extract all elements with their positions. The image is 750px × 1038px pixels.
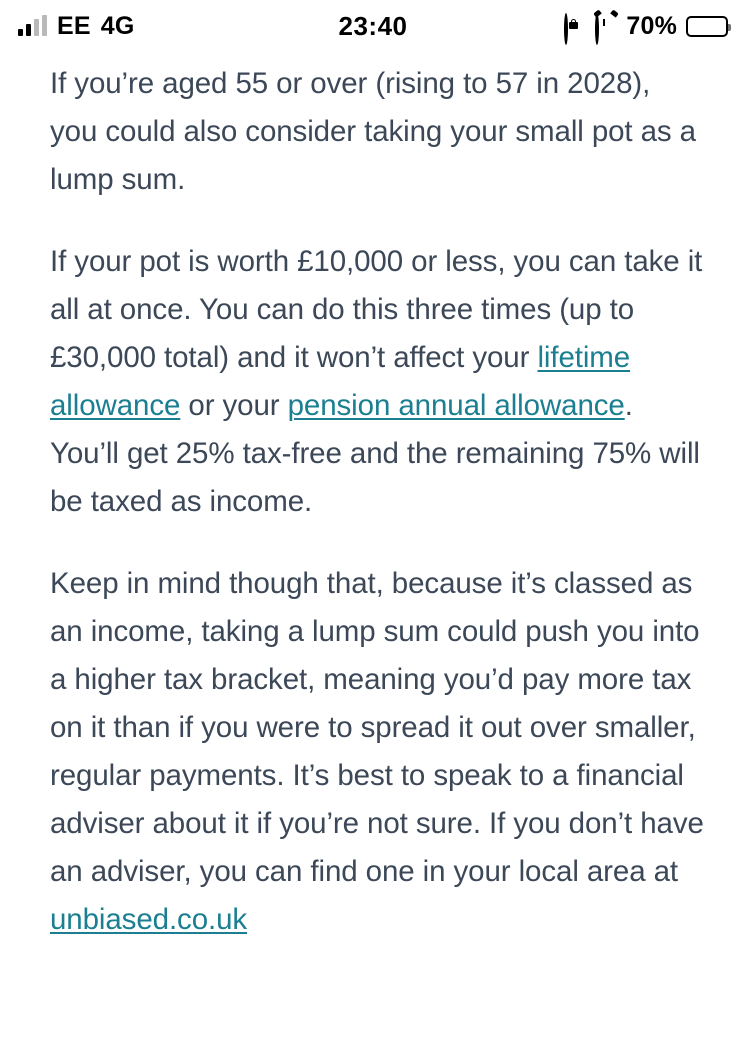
inline-link[interactable]: pension annual allowance [287, 389, 625, 422]
status-bar-right [408, 12, 729, 41]
clock-label: 23:40 [338, 10, 408, 41]
paragraph-text: If you’re aged 55 or over (rising to 57 in 2028), you could also consider taking your small pot as a lump sum. [50, 67, 696, 196]
inline-link[interactable]: lifetime allowance [50, 341, 631, 422]
paragraph-text: Keep in mind though that, because it’s classed as an income, taking a lump sum could push you into a higher tax bracket, meaning you’d pay more tax on it than if you were to spread it out over smaller, regular payments. It’s best to speak to a financial adviser about it if you’re not sure. If you don’t have an adviser, you can find one in your local area at [50, 567, 704, 888]
paragraph [50, 560, 704, 944]
paragraph [50, 238, 704, 526]
battery-percent-label: 70% [626, 11, 677, 40]
article-body [0, 52, 750, 944]
inline-link[interactable]: unbiased.co.uk [50, 903, 248, 936]
paragraph-text: If your pot is worth £10,000 or less, you can take it all at once. You can do this three times (up to £30,000 total) and it won’t affect your [50, 245, 703, 374]
paragraph [50, 60, 704, 204]
alarm-clock-icon [595, 15, 617, 37]
battery-icon [686, 16, 728, 37]
paragraph-text: . You’ll get 25% tax-free and the remaining 75% will be taxed as income. [50, 389, 700, 518]
carrier-label: EE [57, 11, 91, 40]
status-bar-left [18, 12, 339, 41]
status-bar [0, 0, 750, 52]
signal-bars-icon [18, 16, 47, 36]
network-type-label: 4G [100, 11, 135, 40]
lock-rotation-icon [564, 15, 586, 37]
paragraph-text: or your [180, 389, 288, 422]
